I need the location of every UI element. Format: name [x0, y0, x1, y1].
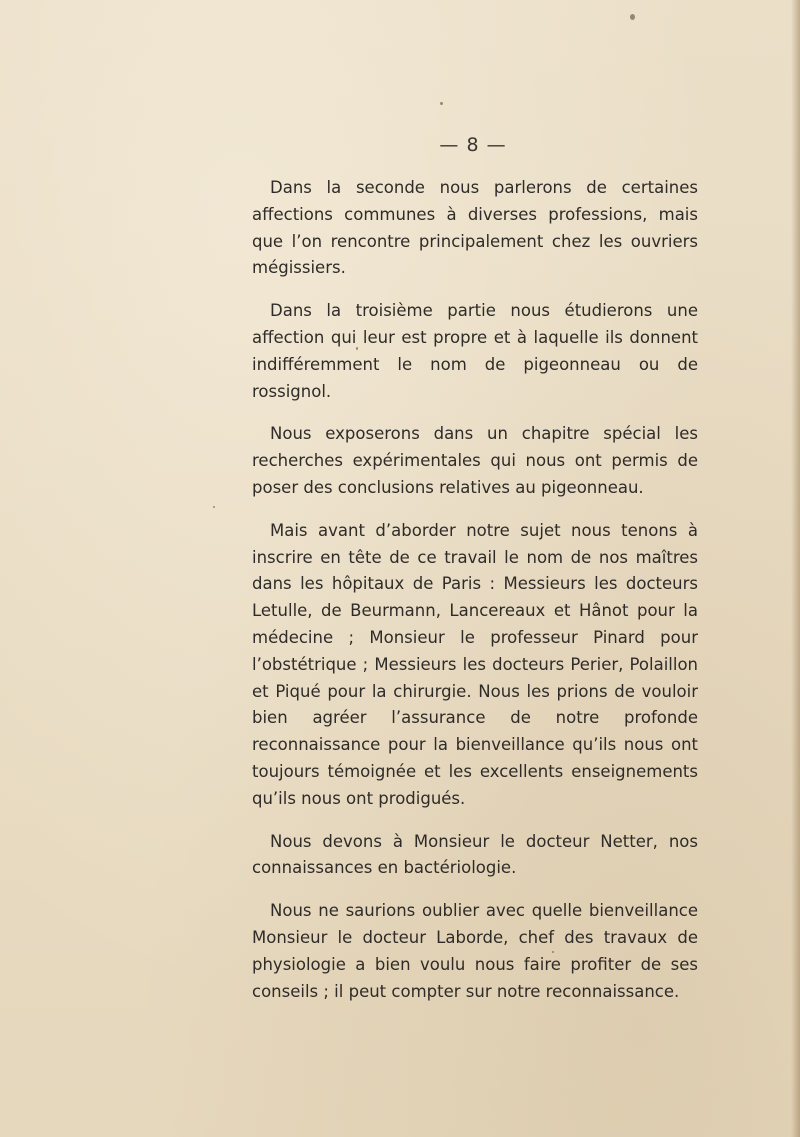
paragraph: Nous devons à Monsieur le docteur Netter, nos connaissances en bactériologie. [252, 831, 698, 878]
paragraph: Mais avant d’aborder notre sujet nous tenons à inscrire en tête de ce travail le nom de nos maîtres dans les hôpitaux de Paris : Messieurs les docteurs Letulle, de Beurmann, Lancereaux et Hânot pour la médecine ; Monsieur le professeur Pinard pour l’obstétrique ; Messieurs les docteurs Perier, Polaillon et Piqué pour la chirurgie. Nous les prions de vouloir bien agréer l’assurance de notre profonde reconnaissance pour la bienveillance qu’ils nous ont toujours témoignée et les excellents enseignements qu’ils nous ont prodigués. [252, 520, 698, 808]
page-edge-shadow [791, 0, 800, 1137]
paragraph: Dans la troisième partie nous étudierons une affection qui leur est propre et à laquelle ils donnent indifféremment le nom de pigeonneau ou de rossignol. [252, 301, 698, 401]
paragraph: Dans la seconde nous parlerons de certaines affections communes à diverses professions, mais que l’on rencontre principalement chez les ouvriers mégissiers. [252, 178, 698, 278]
paragraph: Nous exposerons dans un chapitre spécial les recherches expérimentales qui nous ont permis de poser des conclusions relatives au pigeonneau. [252, 424, 698, 497]
paper-speck [213, 506, 215, 508]
body-text [252, 175, 698, 1005]
paper-speck [440, 102, 443, 105]
paragraph: Nous ne saurions oublier avec quelle bienveillance Monsieur le docteur Laborde, chef des travaux de physiologie a bien voulu nous faire profiter de ses conseils ; il peut compter sur notre reconnaissance. [252, 901, 698, 1001]
paper-speck [630, 14, 635, 20]
page-number: — 8 — [439, 134, 507, 156]
